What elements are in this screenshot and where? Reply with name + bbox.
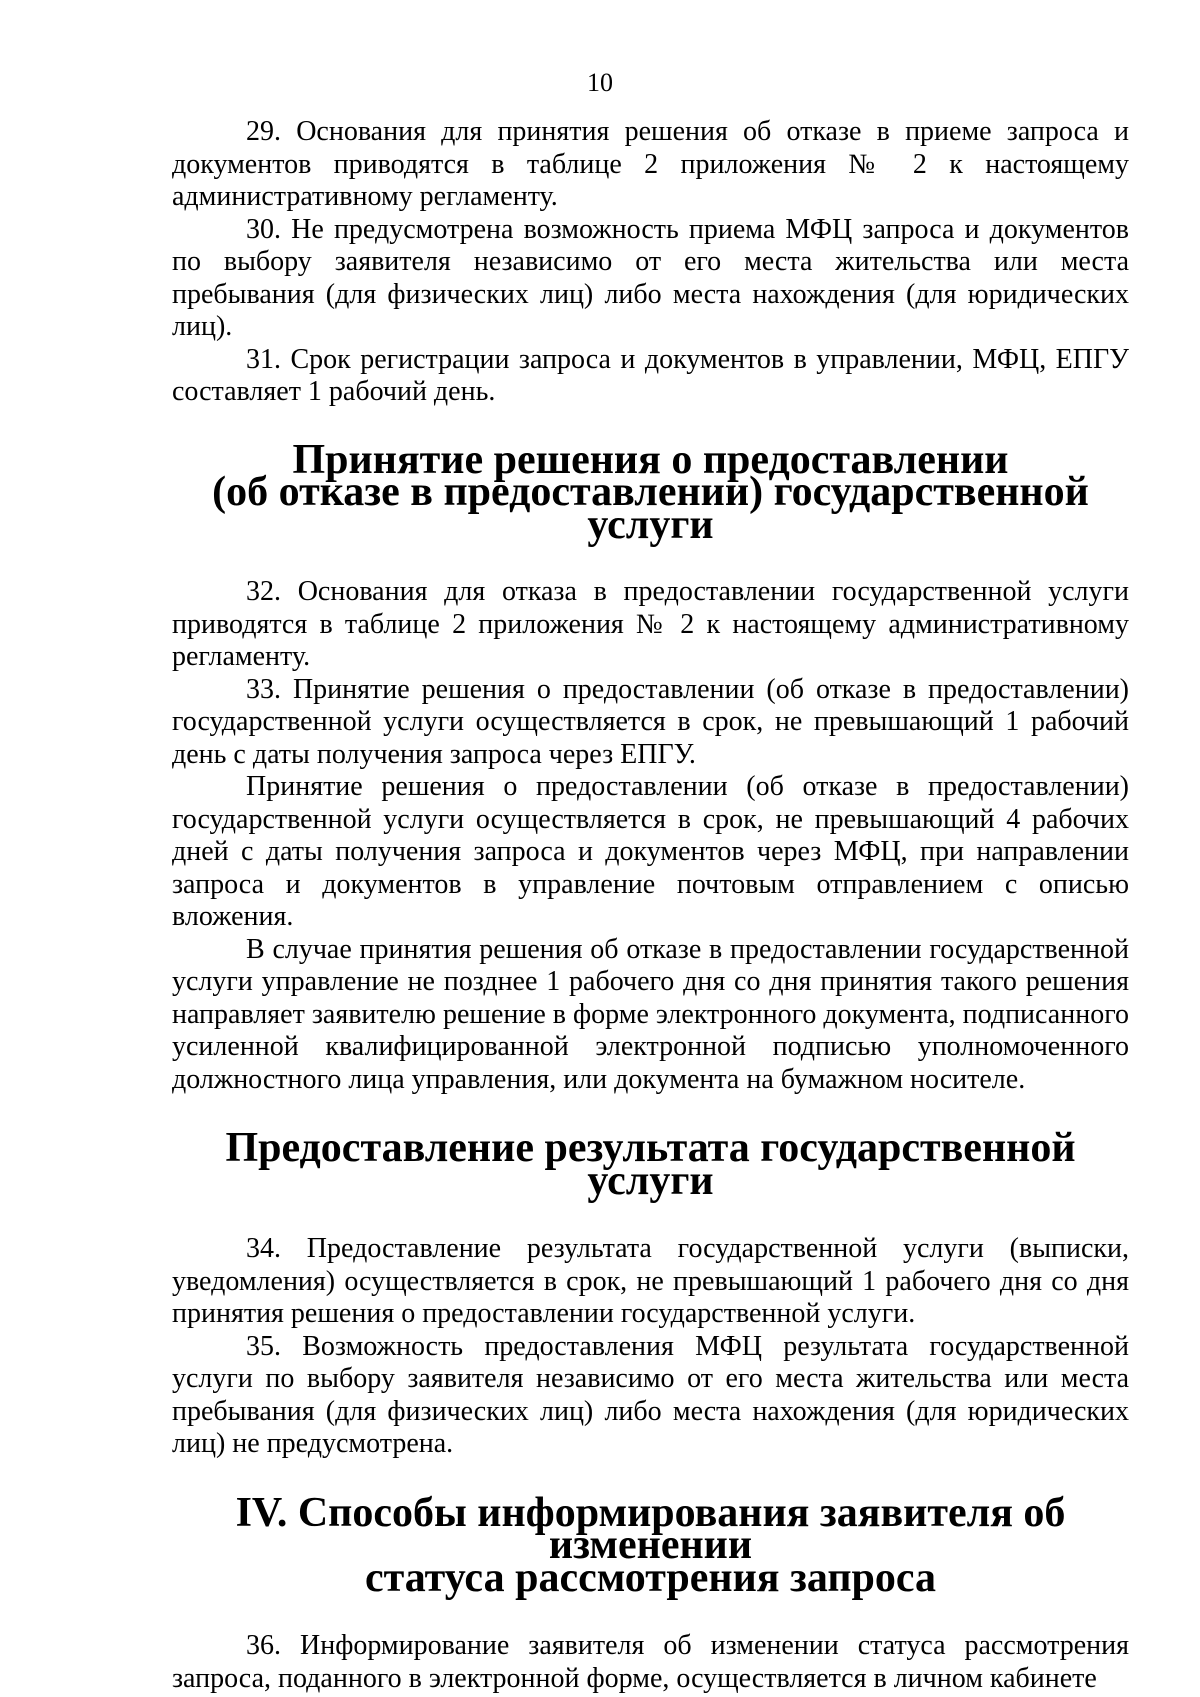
heading-line: (об отказе в предоставлении) государственной услуги bbox=[212, 469, 1089, 548]
paragraph-33-continued: Принятие решения о предоставлении (об отказе в предоставлении) государственной услуги осуществляется в срок, не превышающий 4 рабочих дней с даты получения запроса и документов через МФЦ, при направлении запроса и документов в управление почтовым отправлением с описью вложения. bbox=[172, 771, 1129, 932]
paragraph-36: 36. Информирование заявителя об изменении статуса рассмотрения запроса, поданного в электронной форме, осуществляется в личном кабинете bbox=[172, 1630, 1129, 1694]
document-body bbox=[172, 116, 1129, 1695]
page-number: 10 bbox=[587, 68, 613, 97]
paragraph-31: 31. Срок регистрации запроса и документов в управлении, МФЦ, ЕПГУ составляет 1 рабочий день. bbox=[172, 343, 1129, 407]
heading-line: Предоставление результата государственной услуги bbox=[225, 1125, 1076, 1204]
paragraph-33-refusal: В случае принятия решения об отказе в предоставлении государственной услуги управление не позднее 1 рабочего дня со дня принятия такого решения направляет заявителю решение в форме электронного документа, подписанного усиленной квалифицированной электронной подписью уполномоченного должностного лица управления, или документа на бумажном носителе. bbox=[172, 933, 1129, 1095]
heading-line: Принятие решения о предоставлении bbox=[292, 436, 1009, 483]
section-heading-iv bbox=[172, 1489, 1129, 1601]
paragraph-29: 29. Основания для принятия решения об отказе в приеме запроса и документов приводятся в таблице 2 приложения № 2 к настоящему административному регламенту. bbox=[172, 116, 1129, 212]
paragraph-33: 33. Принятие решения о предоставлении (об отказе в предоставлении) государственной услуги осуществляется в срок, не превышающий 1 рабочий день с даты получения запроса через ЕПГУ. bbox=[172, 673, 1129, 770]
section-heading-result bbox=[172, 1125, 1129, 1204]
heading-line: IV. Способы информирования заявителя об изменении bbox=[235, 1489, 1066, 1568]
paragraph-30: 30. Не предусмотрена возможность приема МФЦ запроса и документов по выбору заявителя независимо от его места жительства или места пребывания (для физических лиц) либо места нахождения (для юридических лиц). bbox=[172, 213, 1129, 342]
paragraph-34: 34. Предоставление результата государственной услуги (выписки, уведомления) осуществляется в срок, не превышающий 1 рабочего дня со дня принятия решения о предоставлении государственной услуги. bbox=[172, 1233, 1129, 1329]
section-heading-decision bbox=[172, 436, 1129, 548]
paragraph-32: 32. Основания для отказа в предоставлении государственной услуги приводятся в таблице 2 приложения № 2 к настоящему административному регламенту. bbox=[172, 576, 1129, 672]
paragraph-35: 35. Возможность предоставления МФЦ результата государственной услуги по выбору заявителя независимо от его места жительства или места пребывания (для физических лиц) либо места нахождения (для юридических лиц) не предусмотрена. bbox=[172, 1330, 1129, 1459]
heading-line: статуса рассмотрения запроса bbox=[364, 1554, 937, 1601]
